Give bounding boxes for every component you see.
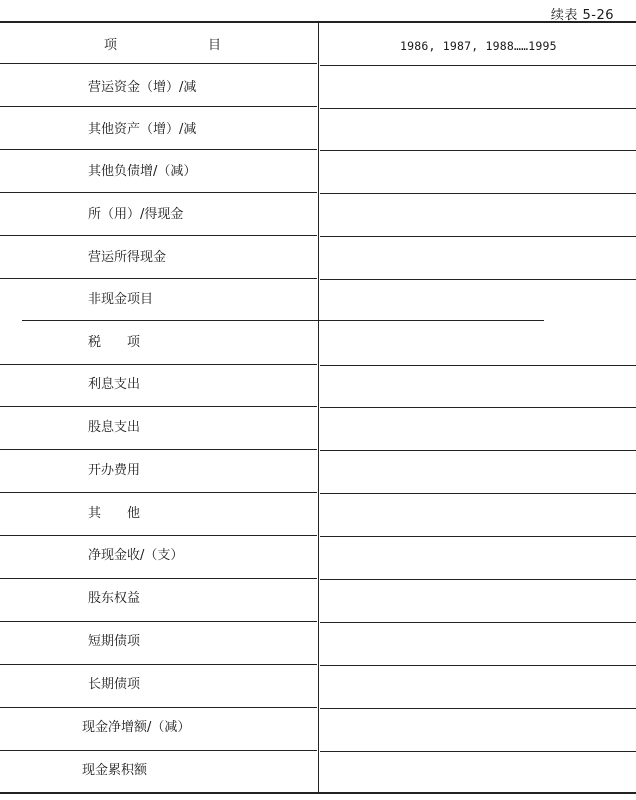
row-rule-left [0,406,317,407]
row-rule-left [0,535,317,536]
row-rule-partial [22,320,544,321]
table-caption: 续表 5-26 [550,8,614,23]
row-rule-right [320,751,636,752]
row-label: 长期债项 [88,677,141,692]
row-label: 净现金收/（支） [88,548,184,563]
row-rule-left [0,707,317,708]
row-rule-right [320,279,636,280]
row-rule-left [0,278,317,279]
table-bottom-rule [0,792,636,794]
row-rule-right [320,407,636,408]
row-rule-left [0,149,317,150]
row-label: 其他资产（增）/减 [88,122,197,137]
header-item-char-2: 目 [208,38,222,53]
row-label: 利息支出 [88,377,141,392]
row-rule-right [320,365,636,366]
header-rule-right [320,65,636,66]
row-rule-left [0,492,317,493]
row-label: 其他负债增/（减） [88,164,197,179]
row-label: 营运资金（增）/减 [88,80,197,95]
row-rule-right [320,579,636,580]
row-rule-right [320,536,636,537]
row-rule-left [0,578,317,579]
row-rule-right [320,450,636,451]
row-label: 所（用）/得现金 [88,207,184,222]
row-label: 非现金项目 [88,292,154,307]
row-rule-right [320,236,636,237]
row-rule-left [0,192,317,193]
row-rule-left [0,664,317,665]
row-label: 其 他 [88,506,141,521]
row-label: 股息支出 [88,420,141,435]
row-rule-left [0,750,317,751]
header-item-char-1: 项 [104,38,118,53]
row-label: 税 项 [88,335,141,350]
header-rule-left [0,63,317,64]
row-rule-right [320,193,636,194]
row-label: 股东权益 [88,591,141,606]
row-rule-right [320,108,636,109]
row-rule-right [320,493,636,494]
row-rule-left [0,235,317,236]
row-rule-right [320,622,636,623]
row-label: 现金净增额/（减） [82,720,191,735]
header-years: 1986, 1987, 1988……1995 [400,39,557,53]
row-rule-right [320,665,636,666]
row-label: 开办费用 [88,463,141,478]
row-rule-left [0,449,317,450]
column-divider [318,22,319,792]
row-label: 营运所得现金 [88,250,167,265]
row-label: 现金累积额 [82,763,148,778]
row-rule-left [0,106,317,107]
row-label: 短期债项 [88,634,141,649]
row-rule-right [320,708,636,709]
row-rule-right [320,150,636,151]
row-rule-left [0,621,317,622]
row-rule-left [0,364,317,365]
